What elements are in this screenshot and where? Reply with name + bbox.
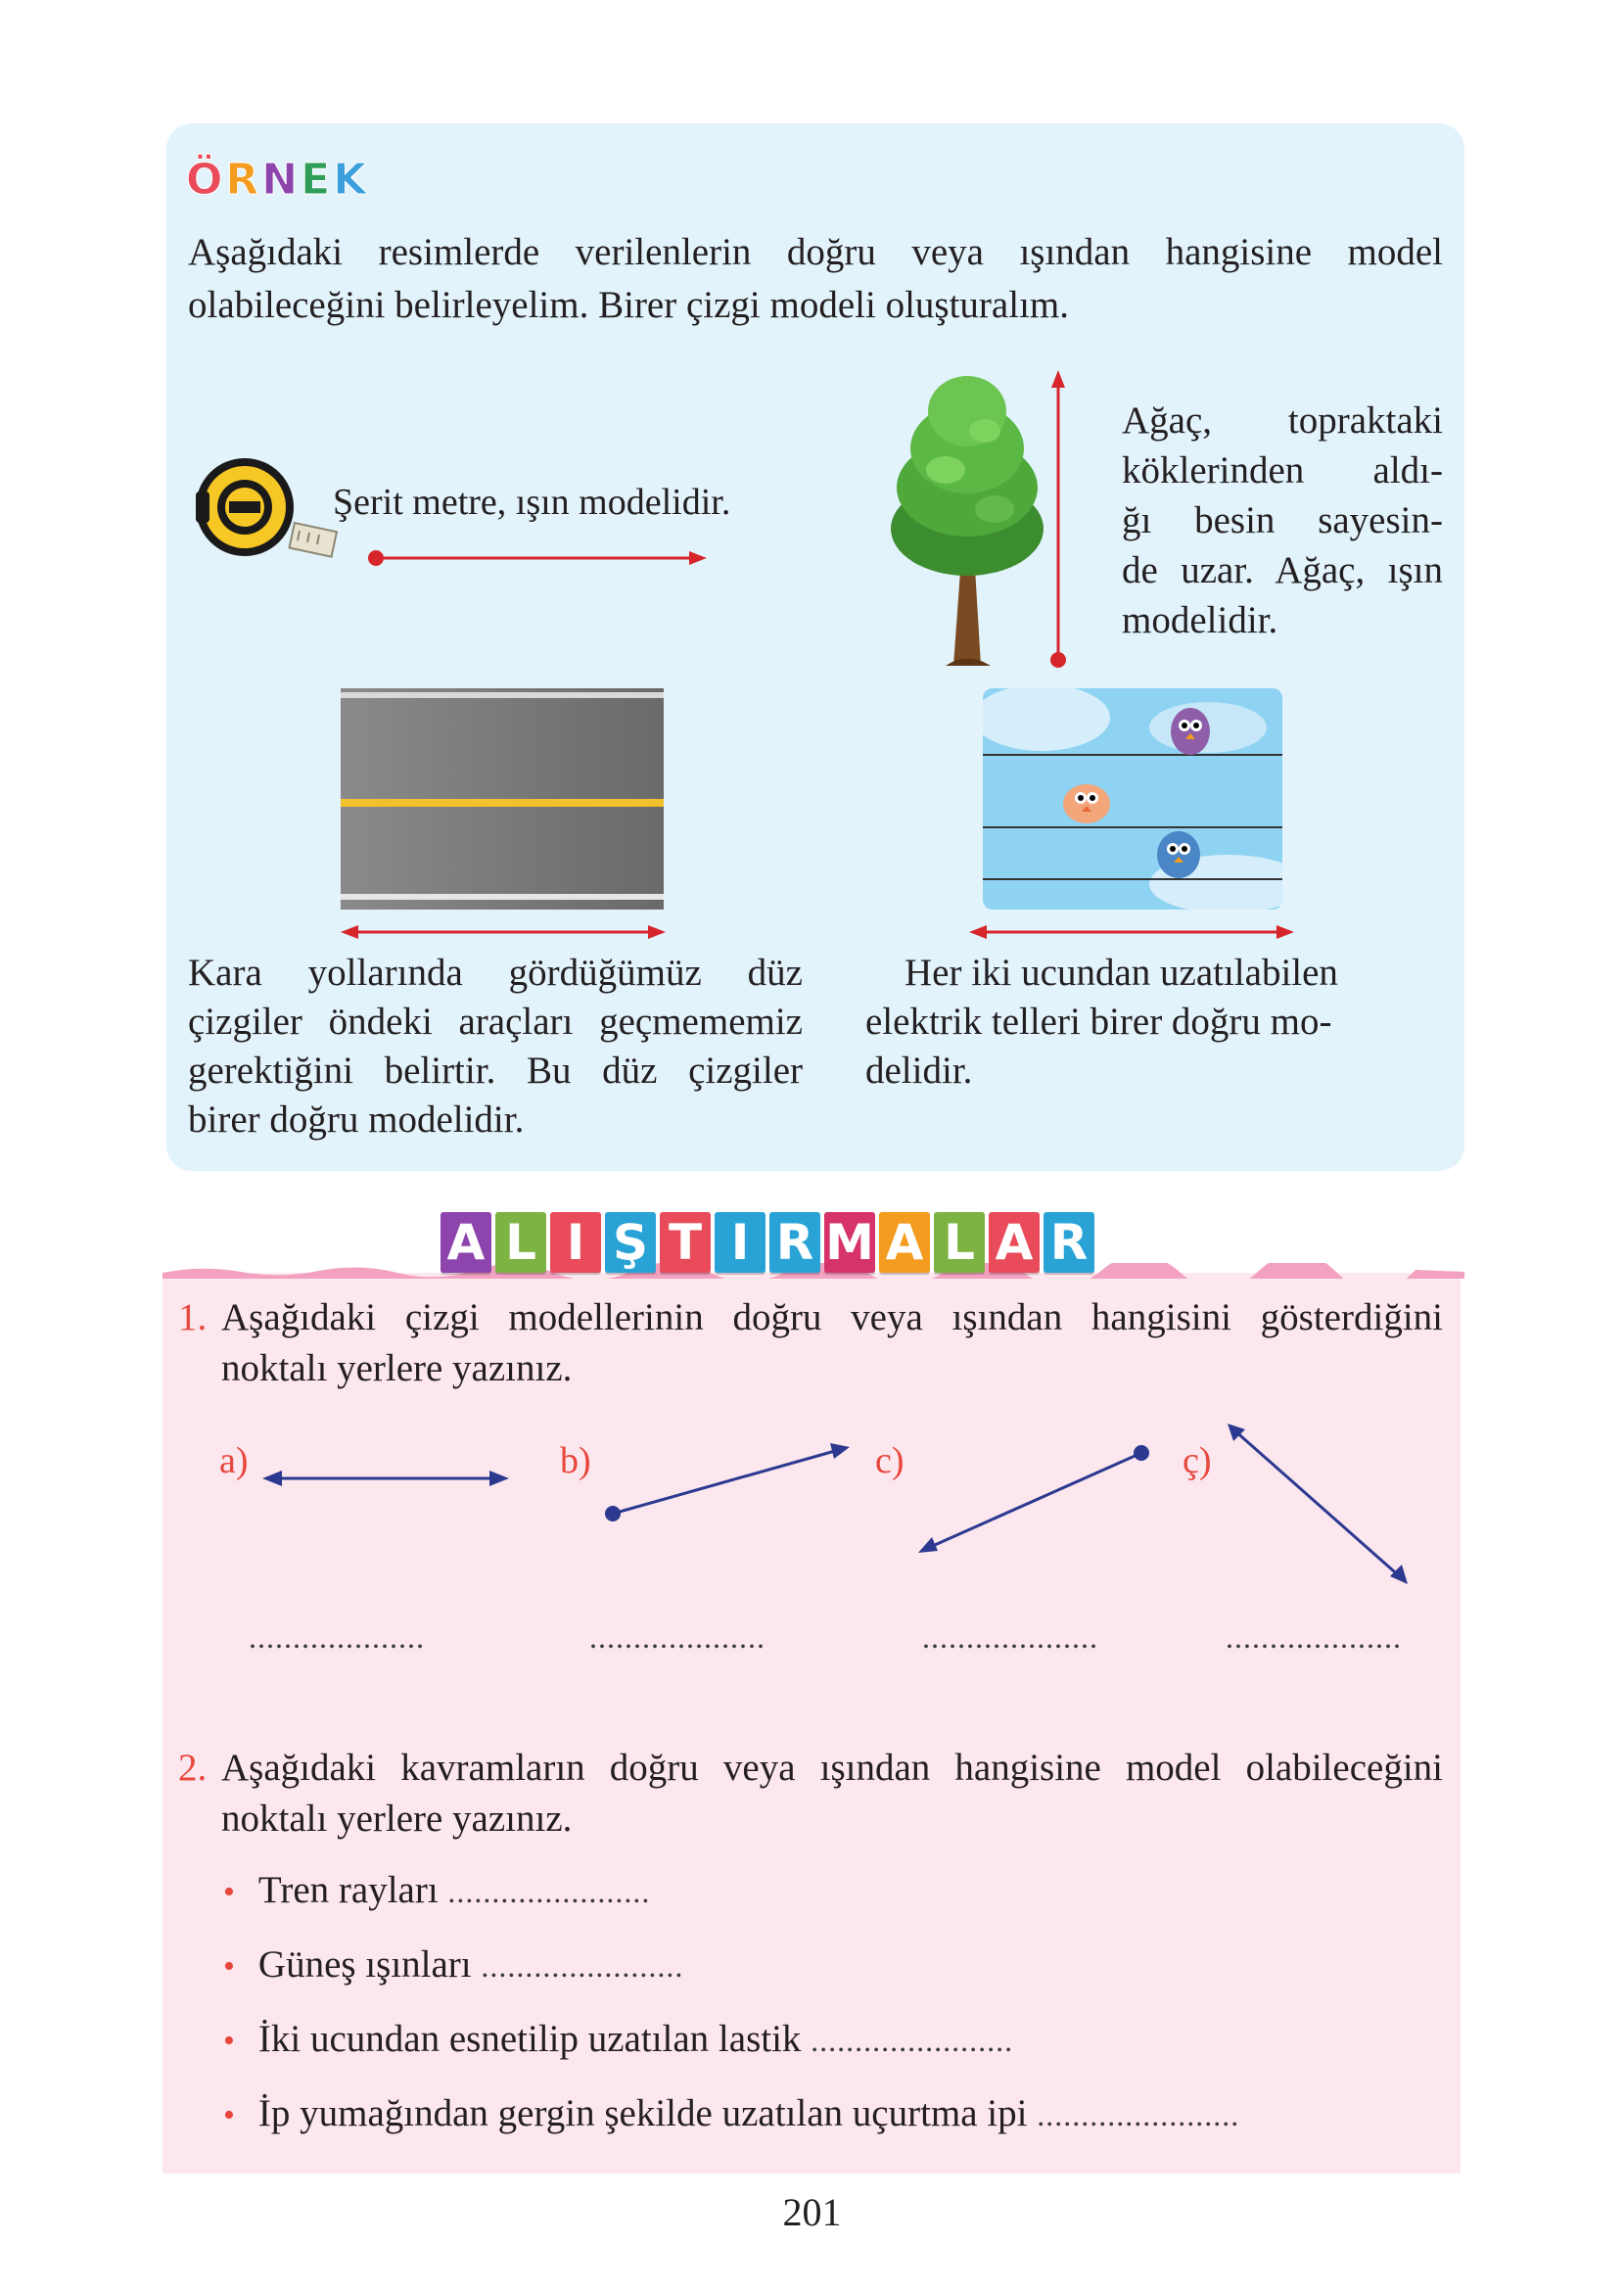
concept-text: Tren rayları — [257, 1869, 439, 1911]
wires-birds-illustration — [983, 688, 1282, 910]
banner-letter: I — [715, 1212, 766, 1273]
line-figure-cc — [1220, 1416, 1415, 1592]
banner-letter: L — [495, 1212, 546, 1273]
tree-text-line-3: ğı besin sayesin- — [1122, 499, 1443, 541]
answer-blank-c[interactable]: .................... — [922, 1619, 1098, 1655]
ray-model-vertical — [1044, 364, 1073, 674]
question-1-line-1: Aşağıdaki çizgi modellerinin doğru veya ışından hangisini gösterdiğini — [221, 1296, 1443, 1338]
page-number: 201 — [782, 2190, 842, 2234]
example-title-letter: Ö — [186, 155, 226, 205]
banner-letter: L — [934, 1212, 985, 1273]
bullet: • — [223, 2023, 235, 2059]
tree-text-line-2: köklerinden aldı- — [1122, 449, 1443, 491]
concept-answer-blank[interactable]: ....................... — [811, 2023, 1014, 2058]
wire-text-line-1: Her iki ucundan uzatılabilen — [905, 952, 1338, 994]
intro-line-2: olabileceğini belirleyelim. Birer çizgi modeli oluşturalım. — [188, 284, 1069, 326]
banner-letter: Ş — [605, 1212, 656, 1273]
tape-measure-icon — [184, 450, 341, 587]
question-2-line-2: noktalı yerlere yazınız. — [221, 1798, 573, 1840]
question-1-number: 1. — [178, 1296, 208, 1338]
line-model-wires — [965, 918, 1298, 946]
tree-illustration — [877, 372, 1053, 666]
tree-text-line-4: de uzar. Ağaç, ışın — [1122, 549, 1443, 591]
road-text-line-3: gerektiğini belirtir. Bu düz çizgiler — [188, 1050, 803, 1092]
example-title-letter: N — [261, 155, 302, 205]
road-text-line-1: Kara yollarında gördüğümüz düz — [188, 952, 803, 994]
line-model-road — [337, 918, 670, 946]
question-2-number: 2. — [178, 1747, 208, 1789]
banner-letter: M — [825, 1214, 874, 1271]
option-cc-label: ç) — [1183, 1440, 1212, 1481]
bullet: • — [223, 1874, 235, 1910]
option-b-label: b) — [560, 1440, 591, 1481]
bullet: • — [223, 2097, 235, 2133]
answer-blank-b[interactable]: .................... — [589, 1619, 766, 1655]
banner-letter: T — [660, 1212, 711, 1273]
option-c-label: c) — [875, 1440, 905, 1481]
concept-item — [223, 1942, 683, 1987]
banner-letter: R — [1044, 1212, 1094, 1273]
answer-blank-a[interactable]: .................... — [249, 1619, 425, 1655]
concept-item — [223, 2091, 1239, 2135]
answer-blank-cc[interactable]: .................... — [1226, 1619, 1402, 1655]
banner-letter: A — [879, 1212, 930, 1273]
line-figure-a — [255, 1459, 519, 1498]
bullet: • — [223, 1948, 235, 1985]
tree-text-line-5: modelidir. — [1122, 599, 1278, 641]
tape-caption: Şerit metre, ışın modelidir. — [333, 482, 731, 523]
example-title-letter: R — [225, 155, 262, 205]
concept-answer-blank[interactable]: ....................... — [481, 1948, 684, 1984]
banner-letter: A — [989, 1212, 1040, 1273]
wire-text-line-2: elektrik telleri birer doğru mo- — [865, 1001, 1332, 1043]
tree-text-line-1: Ağaç, topraktaki — [1122, 399, 1443, 442]
ray-figure-c — [910, 1439, 1155, 1557]
exercises-banner — [441, 1212, 1094, 1275]
concept-item — [223, 1868, 650, 1912]
concept-text: Güneş ışınları — [257, 1943, 472, 1986]
example-title — [186, 155, 369, 205]
concept-text: İki ucundan esnetilip uzatılan lastik — [257, 2018, 802, 2060]
example-title-letter: E — [301, 155, 334, 205]
concept-text: İp yumağından gergin şekilde uzatılan uçurtma ipi — [257, 2092, 1028, 2134]
ray-figure-b — [597, 1439, 861, 1527]
concept-item — [223, 2017, 1013, 2061]
question-2-line-1: Aşağıdaki kavramların doğru veya ışından hangisine model olabileceğini — [221, 1747, 1443, 1789]
road-illustration — [341, 688, 664, 910]
example-title-letter: K — [333, 155, 370, 205]
concept-answer-blank[interactable]: ....................... — [1037, 2097, 1240, 2132]
banner-letter: R — [769, 1212, 820, 1273]
ray-model-horizontal — [362, 543, 715, 573]
banner-letter: A — [441, 1212, 491, 1273]
concept-answer-blank[interactable]: ....................... — [447, 1874, 651, 1909]
wire-text-line-3: delidir. — [865, 1050, 973, 1092]
road-text-line-4: birer doğru modelidir. — [188, 1099, 525, 1141]
option-a-label: a) — [219, 1440, 249, 1481]
intro-line-1: Aşağıdaki resimlerde verilenlerin doğru veya ışından hangisine model — [188, 231, 1443, 273]
question-1-line-2: noktalı yerlere yazınız. — [221, 1347, 573, 1389]
road-text-line-2: çizgiler öndeki araçları geçmememiz — [188, 1001, 803, 1043]
banner-letter: I — [550, 1212, 601, 1273]
